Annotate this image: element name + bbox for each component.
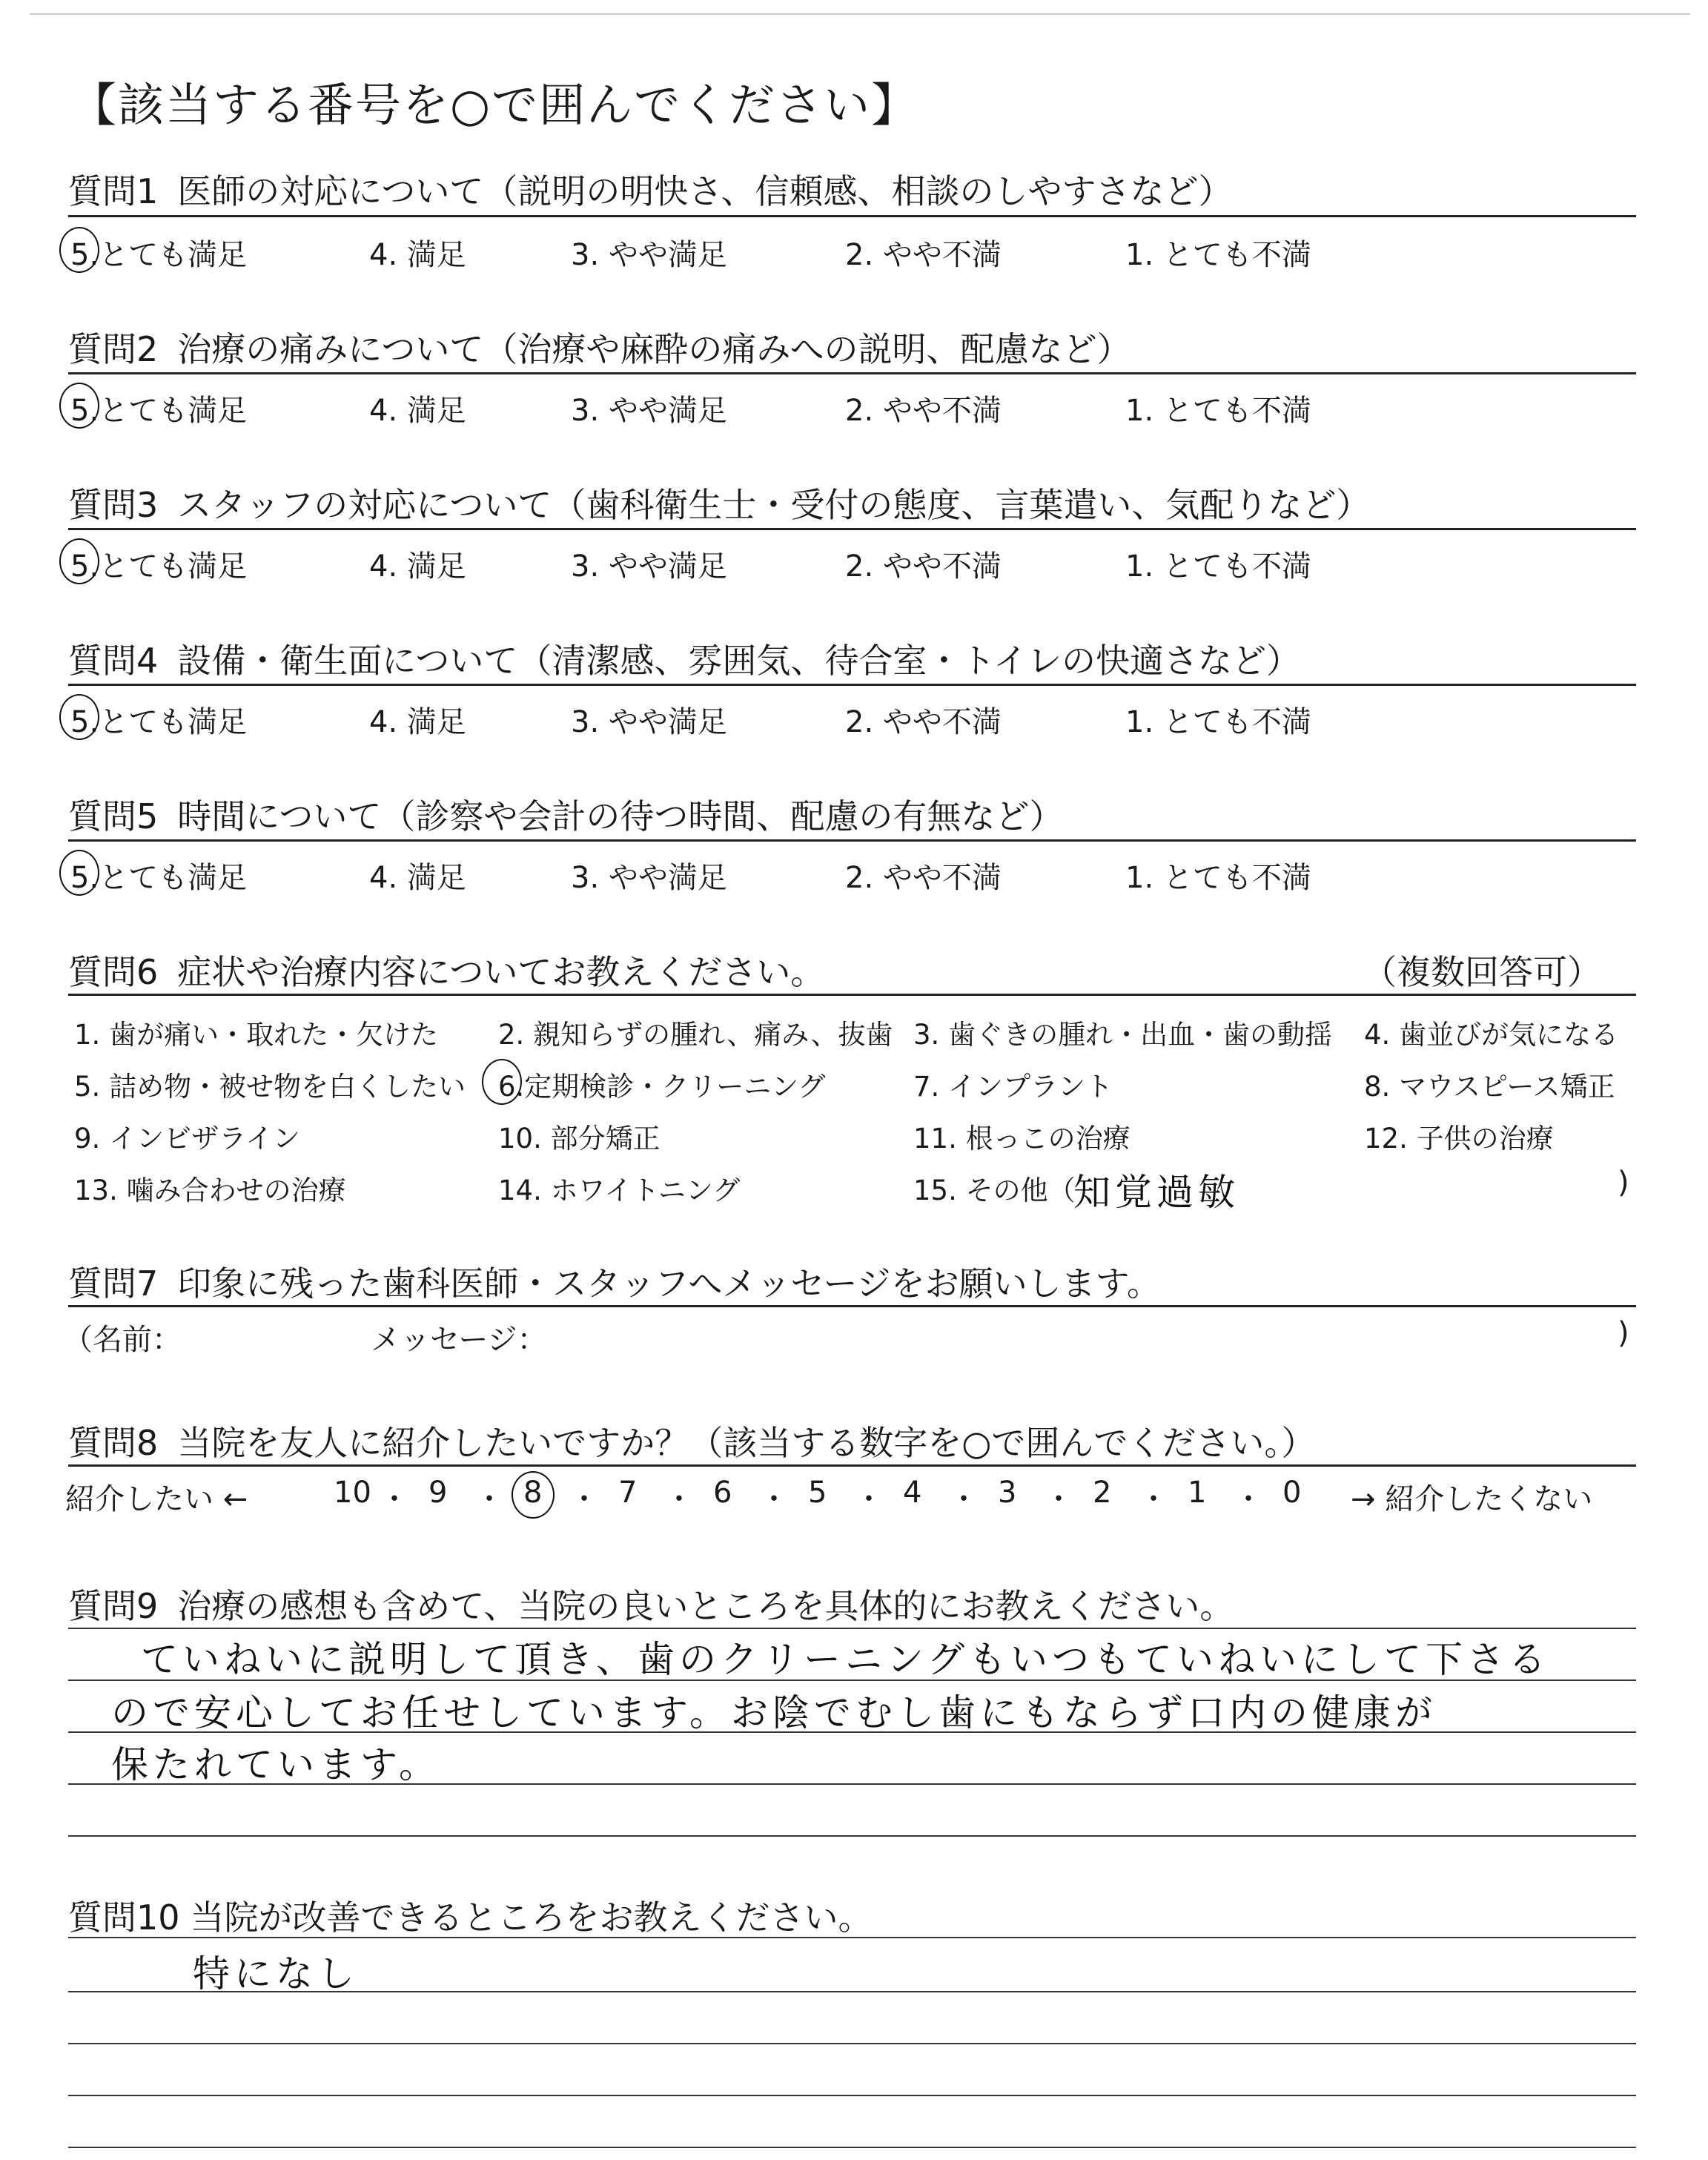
q6-item-11[interactable]: 11. 根っこの治療 [913,1123,1131,1155]
q6-item-6[interactable]: 6.定期検診・クリーニング [498,1071,826,1103]
question-2-number: 質問2 [68,329,159,369]
question-1-rule [68,215,1636,217]
question-9-text: 治療の感想も含めて、当院の良いところを具体的にお教えください。 [177,1586,1234,1626]
q6-item-2[interactable]: 2. 親知らずの腫れ、痛み、抜歯 [498,1019,893,1051]
question-7-text: 印象に残った歯科医師・スタッフへメッセージをお願いします。 [177,1264,1161,1304]
q10-line-4 [68,2095,1636,2096]
question-1-number: 質問1 [68,171,159,211]
question-4-number: 質問4 [68,641,159,681]
q8-selected-circle [512,1471,555,1519]
q10-line-1 [68,1937,1636,1938]
q8-right-label: → 紹介したくない [1351,1482,1593,1516]
q3-option-2[interactable]: 2. やや不満 [845,549,1002,584]
q6-item-3[interactable]: 3. 歯ぐきの腫れ・出血・歯の動揺 [913,1019,1333,1051]
question-3-text: スタッフの対応について（歯科衛生士・受付の態度、言葉遣い、気配りなど） [177,485,1371,525]
q6-other-answer: 知覚過敏 [1073,1171,1239,1214]
q3-option-3[interactable]: 3. やや満足 [571,549,727,584]
q8-scale-7[interactable]: 7 [618,1476,638,1510]
page-title: 【該当する番号を○で囲んでください】 [70,78,919,132]
q9-answer-line-1: ていねいに説明して頂き、歯のクリーニングもいつもていねいにして下さる [141,1638,1550,1681]
q2-selected-circle [59,383,99,429]
q3-option-1[interactable]: 1. とても不満 [1125,549,1311,584]
q3-option-5[interactable]: 5.とても満足 [70,549,248,584]
q8-scale-dot: ・ [949,1482,979,1516]
q6-item-12[interactable]: 12. 子供の治療 [1364,1123,1554,1155]
q1-option-5[interactable]: 5.とても満足 [70,238,248,272]
page-top-edge [30,13,1690,15]
question-7 [68,1257,1161,1306]
question-8 [68,1416,1315,1465]
q1-option-2[interactable]: 2. やや不満 [845,238,1002,272]
question-5-rule [68,839,1636,842]
question-3 [68,478,1370,527]
q1-selected-circle [59,227,99,273]
question-9-number: 質問9 [68,1586,159,1626]
q8-scale-8[interactable]: 8 [523,1476,543,1510]
question-10 [68,1891,873,1940]
question-5-number: 質問5 [68,796,159,836]
q5-option-3[interactable]: 3. やや満足 [571,861,727,895]
q8-scale-3[interactable]: 3 [998,1476,1017,1510]
q8-scale-4[interactable]: 4 [903,1476,922,1510]
q6-item-9[interactable]: 9. インビザライン [74,1123,300,1155]
q6-item-5[interactable]: 5. 詰め物・被せ物を白くしたい [74,1071,466,1103]
question-7-rule [68,1305,1636,1307]
question-6 [68,945,824,994]
q4-option-1[interactable]: 1. とても不満 [1125,705,1311,739]
question-3-rule [68,528,1636,530]
q1-option-4[interactable]: 4. 満足 [369,238,466,272]
question-4 [68,634,1300,683]
q6-item-1[interactable]: 1. 歯が痛い・取れた・欠けた [74,1019,439,1051]
q1-option-3[interactable]: 3. やや満足 [571,238,727,272]
q8-scale-dot: ・ [380,1482,409,1516]
q8-scale-5[interactable]: 5 [808,1476,827,1510]
q8-scale-dot: ・ [1044,1482,1073,1516]
question-4-rule [68,684,1636,686]
question-8-number: 質問8 [68,1423,159,1463]
q6-item-4[interactable]: 4. 歯並びが気になる [1364,1019,1619,1051]
q6-item-10[interactable]: 10. 部分矯正 [498,1123,661,1155]
q10-line-5 [68,2147,1636,2148]
question-7-number: 質問7 [68,1264,159,1304]
q5-option-2[interactable]: 2. やや不満 [845,861,1002,895]
q2-option-1[interactable]: 1. とても不満 [1125,394,1311,428]
q10-line-3 [68,2043,1636,2044]
q7-close: ) [1618,1316,1629,1350]
q9-line-1 [68,1628,1636,1629]
question-6-rule [68,994,1636,996]
q9-answer-line-3: 保たれています。 [111,1743,440,1786]
q10-answer: 特になし [193,1952,359,1995]
q8-scale-dot: ・ [1139,1482,1168,1516]
q4-option-5[interactable]: 5.とても満足 [70,705,248,739]
q4-option-3[interactable]: 3. やや満足 [571,705,727,739]
q4-option-2[interactable]: 2. やや不満 [845,705,1002,739]
question-10-number: 質問10 [68,1898,180,1938]
question-10-text: 当院が改善できるところをお教えください。 [190,1898,873,1938]
q2-option-3[interactable]: 3. やや満足 [571,394,727,428]
question-6-number: 質問6 [68,952,159,992]
q4-option-4[interactable]: 4. 満足 [369,705,466,739]
q2-option-2[interactable]: 2. やや不満 [845,394,1002,428]
question-6-text: 症状や治療内容についてお教えください。 [177,952,825,992]
q6-selected-circle [482,1059,522,1105]
q8-scale-dot: ・ [854,1482,884,1516]
q8-scale-dot: ・ [474,1482,504,1516]
question-4-text: 設備・衛生面について（清潔感、雰囲気、待合室・トイレの快適さなど） [177,641,1301,681]
q8-left-label: 紹介したい ← [65,1482,248,1516]
q6-item-7[interactable]: 7. インプラント [913,1071,1113,1103]
q3-selected-circle [59,538,99,584]
question-6-note: （複数回答可） [1363,952,1601,992]
q8-scale-1[interactable]: 1 [1188,1476,1207,1510]
question-9 [68,1579,1234,1628]
question-3-number: 質問3 [68,485,159,525]
q8-scale-2[interactable]: 2 [1093,1476,1112,1510]
q7-name-label: （名前： [63,1323,182,1357]
q5-option-5[interactable]: 5.とても満足 [70,861,248,895]
q1-option-1[interactable]: 1. とても不満 [1125,238,1311,272]
q8-scale-0[interactable]: 0 [1282,1476,1302,1510]
q5-selected-circle [59,850,99,896]
q5-option-1[interactable]: 1. とても不満 [1125,861,1311,895]
q7-message-label: メッセージ： [371,1323,547,1357]
q9-line-5 [68,1835,1636,1837]
q4-selected-circle [59,694,99,740]
q9-answer-line-2: ので安心してお任せしています。お陰でむし歯にもならず口内の健康が [111,1691,1437,1734]
q2-option-5[interactable]: 5.とても満足 [70,394,248,428]
question-8-text: 当院を友人に紹介したいですか？（該当する数字を○で囲んでください。） [177,1423,1316,1463]
q6-item-15[interactable]: 15. その他（ [913,1175,1076,1206]
question-5 [68,790,1063,839]
q8-scale-dot: ・ [569,1482,599,1516]
q8-scale-10[interactable]: 10 [334,1476,371,1510]
question-5-text: 時間について（診察や会計の待つ時間、配慮の有無など） [177,796,1064,836]
question-2-text: 治療の痛みについて（治療や麻酔の痛みへの説明、配慮など） [177,329,1131,369]
q8-scale-6[interactable]: 6 [713,1476,732,1510]
question-1 [68,165,1233,214]
q8-scale-dot: ・ [759,1482,789,1516]
question-1-text: 医師の対応について（説明の明快さ、信頼感、相談のしやすさなど） [177,171,1233,211]
question-8-rule [68,1464,1636,1467]
q6-item-14[interactable]: 14. ホワイトニング [498,1175,741,1206]
q3-option-4[interactable]: 4. 満足 [369,549,466,584]
q6-item-13[interactable]: 13. 噛み合わせの治療 [74,1175,346,1206]
q8-scale-9[interactable]: 9 [428,1476,448,1510]
q8-scale-dot: ・ [1234,1482,1263,1516]
question-2-rule [68,372,1636,374]
q6-other-close: ) [1618,1166,1629,1200]
question-2 [68,323,1131,371]
q2-option-4[interactable]: 4. 満足 [369,394,466,428]
q5-option-4[interactable]: 4. 満足 [369,861,466,895]
q6-item-8[interactable]: 8. マウスピース矯正 [1364,1071,1615,1103]
q8-scale-dot: ・ [664,1482,694,1516]
